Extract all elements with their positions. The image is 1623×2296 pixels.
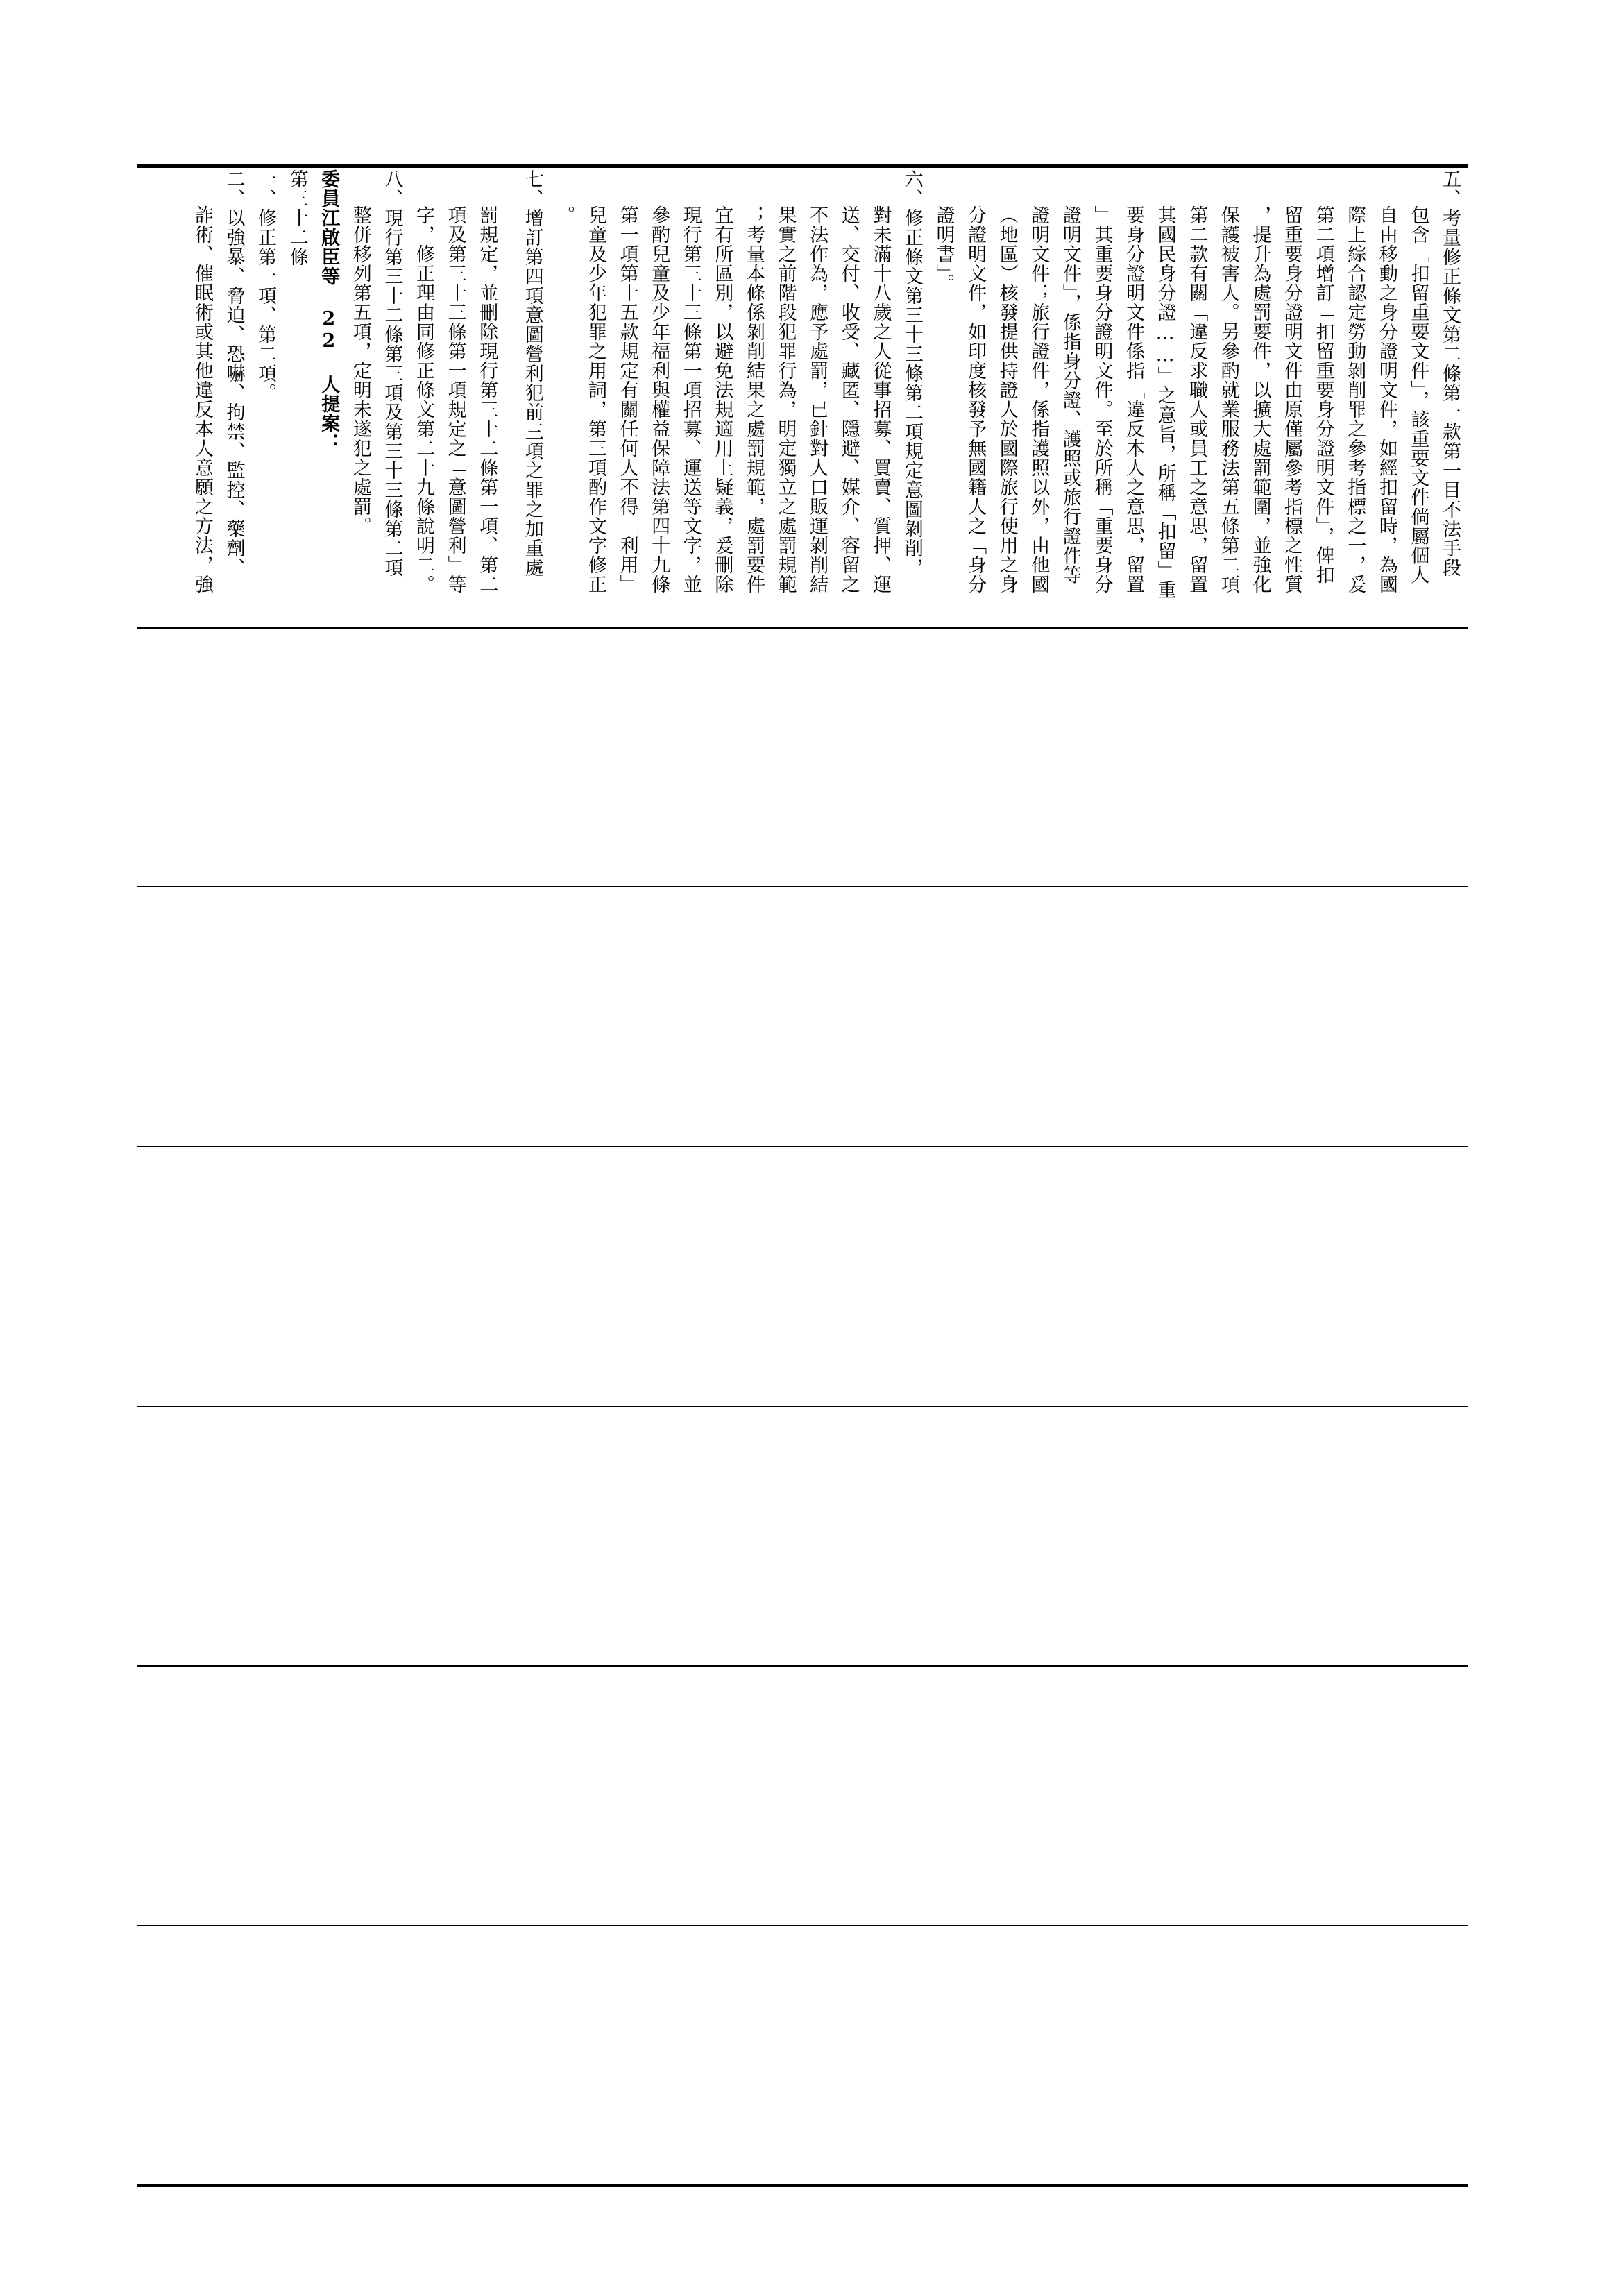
text-column: 其國民身分證……」之意旨，所稱「扣留」重: [1154, 205, 1176, 599]
row-divider: [137, 1146, 1468, 1147]
text-column: 委員江啟臣等 22 人提案：: [318, 169, 340, 452]
top-rule: [137, 164, 1468, 168]
text-column: 兒童及少年犯罪之用詞，第三項酌作文字修正: [584, 205, 606, 594]
vertical-text-block: [186, 169, 1465, 624]
text-column: 保護被害人。另參酌就業服務法第五條第二項: [1217, 205, 1239, 594]
text-column: 分證明文件，如印度核發予無國籍人之「身分: [965, 205, 987, 594]
bottom-rule: [137, 2184, 1468, 2187]
text-column: 宜有所區別，以避免法規適用上疑義，爰刪除: [711, 205, 733, 594]
text-column: 。: [553, 205, 575, 225]
text-column: 際上綜合認定勞動剝削罪之參考指標之一，爰: [1344, 205, 1366, 594]
text-column: 五、考量修正條文第二條第一款第一目不法手段: [1439, 169, 1461, 577]
text-column: 證明書」。: [933, 205, 955, 294]
text-column: 」其重要身分證明文件。至於所稱「重要身分: [1091, 205, 1113, 594]
text-column: 證明文件」，係指身分證、護照或旅行證件等: [1059, 205, 1081, 585]
text-column: 詐術、催眠術或其他違反本人意願之方法，強: [191, 205, 213, 594]
row-divider: [137, 1665, 1468, 1667]
text-column: 八、現行第三十二條第三項及第三十三條第二項: [381, 169, 403, 577]
text-column: 罰規定，並刪除現行第三十二條第一項、第二: [476, 205, 498, 594]
text-column: 自由移動之身分證明文件，如經扣留時，為國: [1375, 205, 1397, 594]
text-column: 字，修正理由同修正條文第二十九條說明二。: [413, 205, 434, 594]
text-column: 不法作為，應予處罰，已針對人口販運剝削結: [806, 205, 829, 594]
text-column: ，提升為處罰要件，以擴大處罰範圍，並強化: [1249, 205, 1271, 594]
text-column: 證明文件；旅行證件，係指護照以外，由他國: [1028, 205, 1050, 594]
text-column: 一、修正第一項、第二項。: [255, 169, 277, 402]
text-column: 二、以強暴、脅迫、恐嚇、拘禁、監控、藥劑、: [223, 169, 245, 577]
row-divider: [137, 1406, 1468, 1407]
text-column: 包含「扣留重要文件」，該重要文件倘屬個人: [1407, 205, 1429, 585]
text-column: 要身分證明文件係指「違反本人之意思，留置: [1123, 205, 1145, 594]
row-divider: [137, 886, 1468, 887]
text-column: 第一項第十五款規定有關任何人不得「利用」: [616, 205, 638, 594]
text-column: 對未滿十八歲之人從事招募、買賣、質押、運: [869, 205, 892, 594]
text-column: 第二項增訂「扣留重要身分證明文件」，俾扣: [1312, 205, 1334, 585]
text-column: ；考量本條係剝削結果之處罰規範，處罰要件: [742, 205, 765, 594]
text-column: 項及第三十三條第一項規定之「意圖營利」等: [444, 205, 466, 594]
row-divider: [137, 627, 1468, 629]
text-column: （地區）核發提供持證人於國際旅行使用之身: [996, 205, 1018, 594]
row-divider: [137, 1925, 1468, 1926]
text-column: 現行第三十三條第一項招募、運送等文字，並: [679, 205, 702, 594]
text-column: 整併移列第五項，定明未遂犯之處罰。: [349, 205, 371, 536]
text-column: 參酌兒童及少年福利與權益保障法第四十九條: [648, 205, 670, 594]
explanation-text-band: [139, 169, 1465, 624]
text-column: 第二款有關「違反求職人或員工之意思，留置: [1186, 205, 1208, 594]
text-column: 第三十二條: [286, 169, 308, 266]
text-column: 留重要身分證明文件由原僅屬參考指標之性質: [1281, 205, 1303, 594]
text-column: 果實之前階段犯罪行為，明定獨立之處罰規範: [774, 205, 797, 594]
text-column: 送、交付、收受、藏匿、隱避、媒介、容留之: [838, 205, 860, 594]
text-column: 六、修正條文第三十三條第二項規定意圖剝削，: [901, 169, 923, 577]
text-column: 七、增訂第四項意圖營利犯前三項之罪之加重處: [521, 169, 543, 577]
